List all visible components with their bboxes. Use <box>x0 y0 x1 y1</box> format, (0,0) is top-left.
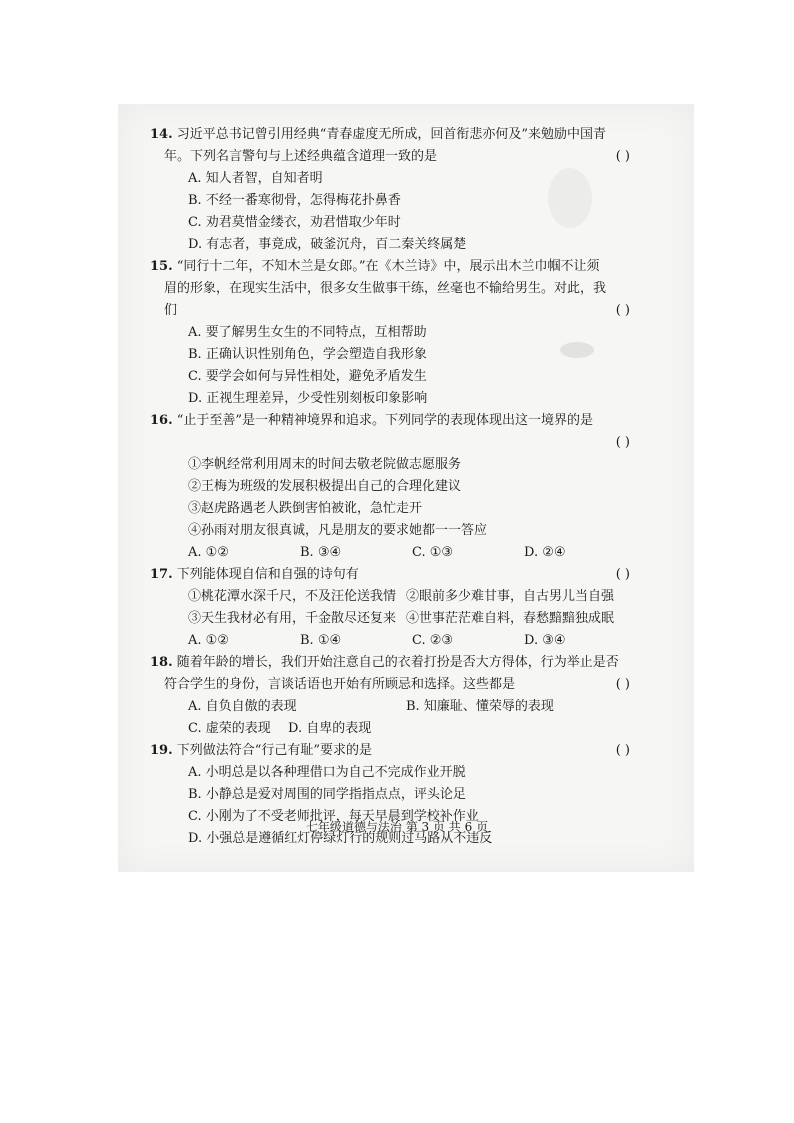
stem-line: 下列做法符合“行己有耻”要求的是 <box>176 743 373 758</box>
statement-1: ①桃花潭水深千尺，不及汪伦送我情 <box>188 589 397 604</box>
question-number: 18. <box>150 655 173 670</box>
statement-2: ②眼前多少难甘事，自古男儿当自强 <box>406 589 615 604</box>
question-17 <box>150 564 630 652</box>
statement-4: ④孙雨对朋友很真诚，凡是朋友的要求她都一一答应 <box>188 523 488 538</box>
option-c: C. 虚荣的表现 <box>188 721 271 736</box>
option-c: C. 要学会如何与异性相处，避免矛盾发生 <box>188 369 427 384</box>
stem-text: 年。下列名言警句与上述经典蕴含道理一致的是 <box>164 149 438 164</box>
options-row-1 <box>150 696 630 718</box>
stem-line-3 <box>150 300 630 322</box>
question-stem <box>150 256 630 278</box>
question-stem <box>150 564 630 586</box>
stem-text: 符合学生的身份，言谈话语也开始有所顾忌和选择。这些都是 <box>164 677 516 692</box>
answer-bracket[interactable]: ( ) <box>615 567 630 582</box>
stem-text: 们 <box>164 303 178 318</box>
options-row <box>150 542 630 564</box>
question-16 <box>150 410 630 564</box>
option-b: B. ③④ <box>300 545 342 560</box>
statement-1: ①李帆经常利用周末的时间去敬老院做志愿服务 <box>188 457 462 472</box>
option-d: D. 自卑的表现 <box>288 721 372 736</box>
option-a: A. ①② <box>188 545 229 560</box>
option-a: A. 小明总是以各种理借口为自己不完成作业开脱 <box>188 765 466 780</box>
question-number: 17. <box>150 567 173 582</box>
stem-line: 习近平总书记曾引用经典“青春虚度无所成，回首衔悲亦何及”来勉励中国青 <box>176 127 607 142</box>
option-c: C. ②③ <box>412 633 454 648</box>
question-number: 14. <box>150 127 173 142</box>
exam-questions <box>150 124 630 850</box>
statements-row-1 <box>150 586 630 608</box>
option-a: A. ①② <box>188 633 229 648</box>
option-b: B. 知廉耻、懂荣辱的表现 <box>406 699 554 714</box>
stem-line: 随着年龄的增长，我们开始注意自己的衣着打扮是否大方得体，行为举止是否 <box>176 655 619 670</box>
stem-line: 下列能体现自信和自强的诗句有 <box>176 567 359 582</box>
stem-line-2 <box>150 674 630 696</box>
statement-3: ③天生我材必有用，千金散尽还复来 <box>188 611 397 626</box>
question-stem <box>150 124 630 146</box>
question-15 <box>150 256 630 410</box>
option-d: D. 小强总是遵循红灯停绿灯行的规则过马路从不违反 <box>188 831 493 846</box>
answer-bracket[interactable]: ( ) <box>615 149 630 164</box>
answer-bracket[interactable]: ( ) <box>615 435 630 450</box>
stem-line: “同行十二年，不知木兰是女郎。”在《木兰诗》中，展示出木兰巾帼不让须 <box>176 259 600 274</box>
question-stem <box>150 410 630 432</box>
options-row-2 <box>150 718 630 740</box>
bracket-line <box>150 432 630 454</box>
question-number: 15. <box>150 259 173 274</box>
option-c: C. 劝君莫惜金缕衣，劝君惜取少年时 <box>188 215 401 230</box>
question-stem <box>150 652 630 674</box>
option-d: D. 有志者，事竟成，破釜沉舟，百二秦关终属楚 <box>188 237 467 252</box>
page-footer: 七年级道德与法治 第 3 页 共 6 页 <box>305 820 489 834</box>
option-d: D. ②④ <box>524 545 566 560</box>
option-a: A. 知人者智，自知者明 <box>188 171 323 186</box>
options-row <box>150 630 630 652</box>
answer-bracket[interactable]: ( ) <box>615 677 630 692</box>
question-number: 19. <box>150 743 173 758</box>
option-d: D. ③④ <box>524 633 566 648</box>
option-d: D. 正视生理差异，少受性别刻板印象影响 <box>188 391 428 406</box>
option-c: C. 小刚为了不受老师批评，每天早晨到学校补作业 <box>188 809 479 824</box>
answer-bracket[interactable]: ( ) <box>615 303 630 318</box>
statements-row-2 <box>150 608 630 630</box>
option-b: B. 小静总是爱对周围的同学指指点点，评头论足 <box>188 787 466 802</box>
statement-4: ④世事茫茫难自料，春愁黯黯独成眠 <box>406 611 615 626</box>
stem-line: “止于至善”是一种精神境界和追求。下列同学的表现体现出这一境界的是 <box>176 413 594 428</box>
option-a: A. 要了解男生女生的不同特点，互相帮助 <box>188 325 427 340</box>
question-18 <box>150 652 630 740</box>
statement-2: ②王梅为班级的发展积极提出自己的合理化建议 <box>188 479 462 494</box>
option-a: A. 自负自傲的表现 <box>188 699 297 714</box>
option-b: B. 正确认识性别角色，学会塑造自我形象 <box>188 347 427 362</box>
stem-line-2 <box>150 146 630 168</box>
option-c: C. ①③ <box>412 545 454 560</box>
answer-bracket[interactable]: ( ) <box>615 743 630 758</box>
stem-line-2: 眉的形象，在现实生活中，很多女生做事干练，丝毫也不输给男生。对此，我 <box>164 281 607 296</box>
question-number: 16. <box>150 413 173 428</box>
question-14 <box>150 124 630 256</box>
question-stem <box>150 740 630 762</box>
statement-3: ③赵虎路遇老人跌倒害怕被讹，急忙走开 <box>188 501 423 516</box>
option-b: B. ①④ <box>300 633 342 648</box>
option-b: B. 不经一番寒彻骨，怎得梅花扑鼻香 <box>188 193 401 208</box>
